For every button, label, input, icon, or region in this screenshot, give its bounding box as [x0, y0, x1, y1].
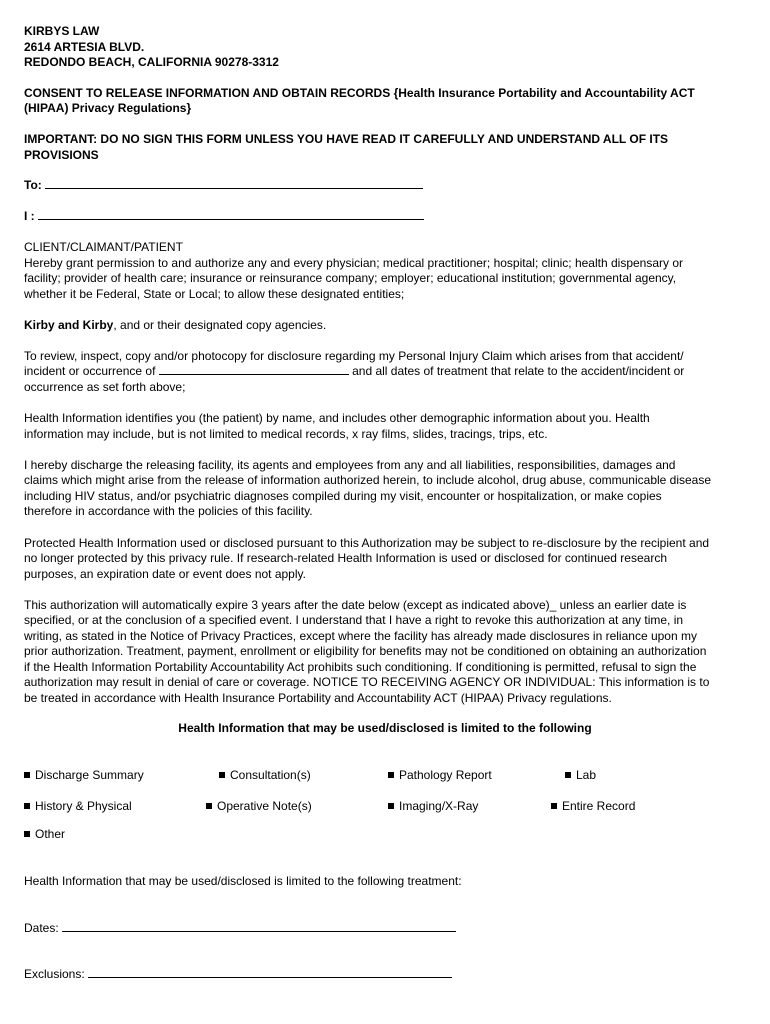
option-lab[interactable]: [565, 768, 596, 783]
expire-line5: if the Health Information Portability Accountability Act prohibits such conditioning. If conditioning is permitted, refusal to sign the: [24, 660, 697, 674]
review-line3: occurrence as set forth above;: [24, 380, 186, 394]
option-history[interactable]: [24, 799, 132, 814]
limited-heading: Health Information that may be used/disclosed is limited to the following: [178, 721, 592, 735]
consent-line2: facility; provider of health care; insurance or reinsurance company; employer; educational institution; governmental agency,: [24, 271, 677, 285]
important-notice-line1: IMPORTANT: DO NO SIGN THIS FORM UNLESS YOU HAVE READ IT CAREFULLY AND UNDERSTAND ALL OF ITS: [24, 132, 669, 146]
protected-line2: no longer protected by this privacy rule. If research-related Health Information is used or disclosed for continued research: [24, 551, 667, 565]
exclusions-blank-line[interactable]: [88, 967, 452, 978]
dates-blank-line[interactable]: [62, 921, 456, 932]
treatment-line: Health Information that may be used/disclosed is limited to the following treatment:: [24, 874, 462, 888]
option-label: Imaging/X-Ray: [399, 799, 479, 813]
form-title-line1: CONSENT TO RELEASE INFORMATION AND OBTAIN RECORDS {Health Insurance Portability and Accountability ACT: [24, 86, 695, 100]
option-label: Other: [35, 827, 66, 841]
to-blank-line[interactable]: [45, 178, 423, 189]
exclusions-label: Exclusions:: [24, 967, 85, 981]
expire-line3: writing, as stated in the Notice of Privacy Practices, except where the facility has already made disclosures in reliance upon my: [24, 629, 697, 643]
option-consultation[interactable]: [219, 768, 311, 783]
discharge-line2: claims which might arise from the release of information authorized herein, to include alcohol, drug abuse, communicable disease: [24, 473, 712, 487]
protected-line3: purposes, an expiration date or event does not apply.: [24, 567, 306, 581]
checkbox-pathology[interactable]: [388, 772, 394, 778]
health-info-line1: Health Information identifies you (the patient) by name, and includes other demographic information about you. Health: [24, 411, 650, 425]
expire-line7: be treated in accordance with Health Insurance Portability and Accountability ACT (HIPAA) Privacy regulations.: [24, 691, 612, 705]
expire-line1: This authorization will automatically expire 3 years after the date below (except as indicated above)_ unless an earlier date is: [24, 598, 687, 612]
occurrence-blank-line[interactable]: [159, 364, 349, 375]
to-field[interactable]: [24, 178, 423, 193]
option-label: Operative Note(s): [217, 799, 312, 813]
form-title-line2: (HIPAA) Privacy Regulations}: [24, 101, 192, 115]
discharge-line1: I hereby discharge the releasing facility, its agents and employees from any and all liabilities, responsibilities, damages and: [24, 458, 676, 472]
expire-line4: prior authorization. Treatment, payment, enrollment or eligibility for benefits may not be conditioned on obtaining an authorization: [24, 644, 707, 658]
checkbox-consultation[interactable]: [219, 772, 225, 778]
option-entire-record[interactable]: [551, 799, 635, 814]
option-label: History & Physical: [35, 799, 132, 813]
checkbox-imaging[interactable]: [388, 803, 394, 809]
option-label: Discharge Summary: [35, 768, 144, 782]
kirby-name: Kirby and Kirby: [24, 318, 114, 332]
checkbox-discharge-summary[interactable]: [24, 772, 30, 778]
i-label: I :: [24, 209, 35, 223]
important-notice-line2: PROVISIONS: [24, 148, 99, 162]
option-pathology[interactable]: [388, 768, 492, 783]
checkbox-operative[interactable]: [206, 803, 212, 809]
discharge-line4: therefore in accordance with the policies of this facility.: [24, 504, 313, 518]
checkbox-history[interactable]: [24, 803, 30, 809]
expire-line6: authorization may result in denial of care or coverage. NOTICE TO RECEIVING AGENCY OR INDIVIDUAL: This information is to: [24, 675, 710, 689]
firm-address-line2: REDONDO BEACH, CALIFORNIA 90278-3312: [24, 55, 279, 69]
option-label: Entire Record: [562, 799, 636, 813]
dates-field[interactable]: [24, 921, 456, 936]
review-line2-b: and all dates of treatment that relate to the accident/incident or: [352, 364, 685, 378]
option-other[interactable]: [24, 827, 65, 842]
option-imaging[interactable]: [388, 799, 478, 814]
checkbox-lab[interactable]: [565, 772, 571, 778]
dates-label: Dates:: [24, 921, 59, 935]
consent-line1: Hereby grant permission to and authorize any and every physician; medical practitioner; hospital; clinic; health dispensary or: [24, 256, 684, 270]
i-blank-line[interactable]: [38, 209, 424, 220]
review-line2: [24, 364, 684, 379]
option-discharge-summary[interactable]: [24, 768, 144, 783]
designated-agencies: [24, 318, 326, 333]
exclusions-field[interactable]: [24, 967, 452, 982]
to-label: To:: [24, 178, 42, 192]
firm-name: KIRBYS LAW: [24, 24, 100, 38]
checkbox-other[interactable]: [24, 831, 30, 837]
protected-line1: Protected Health Information used or disclosed pursuant to this Authorization may be subject to re-disclosure by the recipient and: [24, 536, 710, 550]
kirby-rest: , and or their designated copy agencies.: [113, 318, 327, 332]
review-line2-a: incident or occurrence of: [24, 364, 156, 378]
option-label: Consultation(s): [230, 768, 311, 782]
discharge-line3: including HIV status, and/or psychiatric diagnoses compiled during my visit, encounter or hospitalization, or make copies: [24, 489, 662, 503]
consent-line3: whether it be Federal, State or Local; to allow these designated entities;: [24, 287, 405, 301]
option-label: Pathology Report: [399, 768, 492, 782]
expire-line2: specified, or at the conclusion of a specified event. I understand that I have a right to revoke this authorization at any time, in: [24, 613, 684, 627]
firm-address-line1: 2614 ARTESIA BLVD.: [24, 40, 145, 54]
checkbox-entire-record[interactable]: [551, 803, 557, 809]
consent-role: CLIENT/CLAIMANT/PATIENT: [24, 240, 183, 254]
option-label: Lab: [576, 768, 597, 782]
review-line1: To review, inspect, copy and/or photocopy for disclosure regarding my Personal Injury Claim which arises from that accident/: [24, 349, 684, 363]
health-info-line2: information may include, but is not limited to medical records, x ray films, slides, tracings, trips, etc.: [24, 427, 548, 441]
option-operative[interactable]: [206, 799, 312, 814]
i-field[interactable]: [24, 209, 424, 224]
